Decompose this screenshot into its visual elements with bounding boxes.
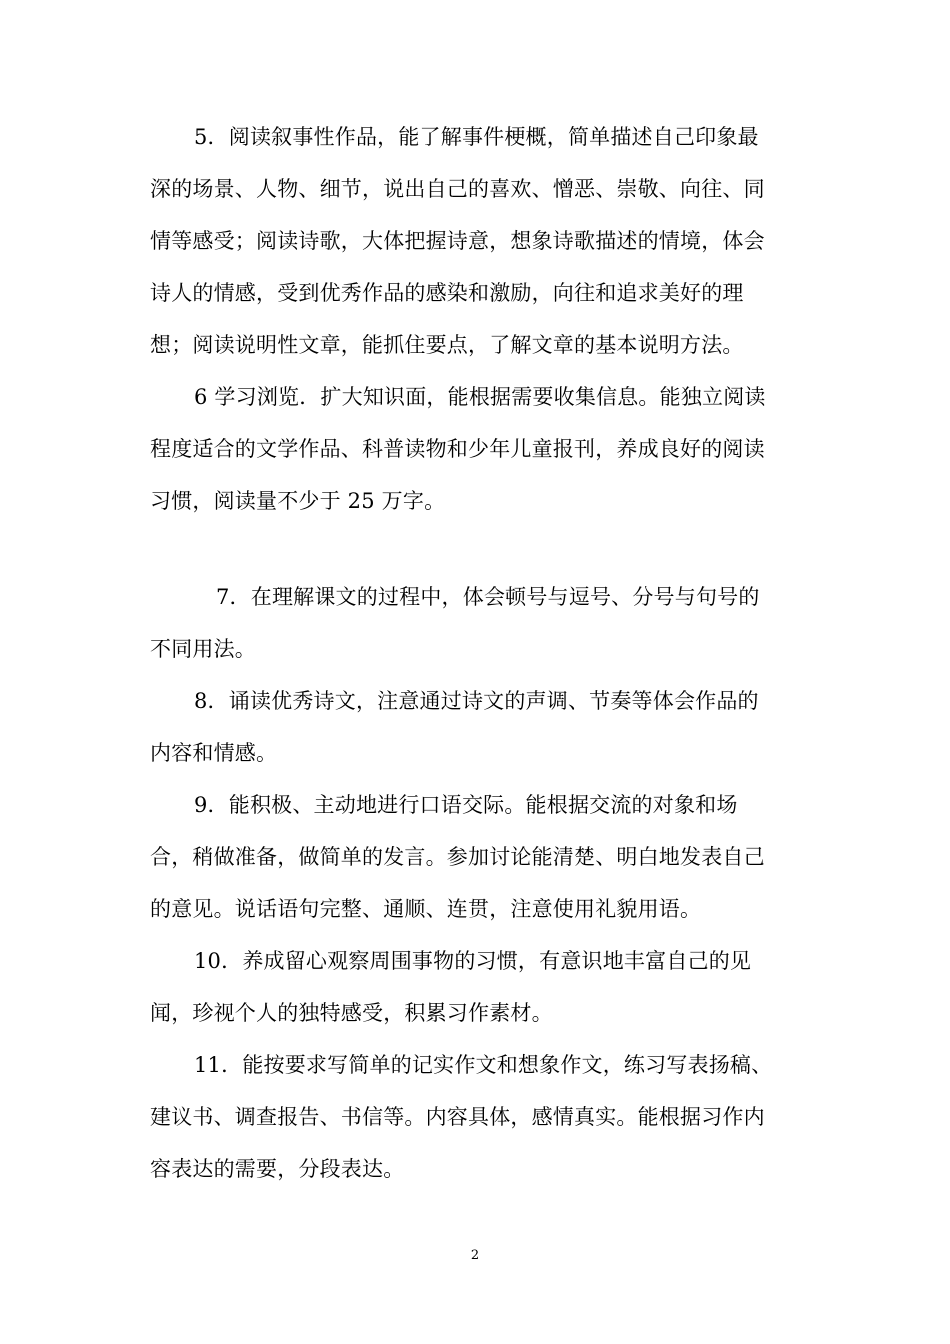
text-line: 程度适合的文学作品、科普读物和少年儿童报刊，养成良好的阅读 bbox=[150, 437, 765, 461]
text-line: 诗人的情感，受到优秀作品的感染和激励，向往和追求美好的理 bbox=[150, 281, 744, 305]
text-line: 合，稍做准备，做简单的发言。参加讨论能清楚、明白地发表自己 bbox=[150, 845, 765, 869]
text-line: 7．在理解课文的过程中，体会顿号与逗号、分号与句号的 bbox=[216, 585, 760, 609]
text-line: 想；阅读说明性文章，能抓住要点，了解文章的基本说明方法。 bbox=[150, 333, 744, 357]
text-line: 习惯，阅读量不少于 25 万字。 bbox=[150, 489, 446, 513]
text-line: 闻，珍视个人的独特感受，积累习作素材。 bbox=[150, 1001, 553, 1025]
text-line: 的意见。说话语句完整、通顺、连贯，注意使用礼貌用语。 bbox=[150, 897, 702, 921]
text-line: 不同用法。 bbox=[150, 637, 256, 661]
text-line: 6 学习浏览．扩大知识面，能根据需要收集信息。能独立阅读 bbox=[194, 385, 766, 409]
text-line: 8．诵读优秀诗文，注意通过诗文的声调、节奏等体会作品的 bbox=[194, 689, 759, 713]
text-line: 深的场景、人物、细节，说出自己的喜欢、憎恶、崇敬、向往、同 bbox=[150, 177, 765, 201]
text-line: 10．养成留心观察周围事物的习惯，有意识地丰富自己的见 bbox=[194, 949, 752, 973]
page-number: 2 bbox=[470, 1248, 480, 1263]
text-line: 9．能积极、主动地进行口语交际。能根据交流的对象和场 bbox=[194, 793, 738, 817]
text-line: 内容和情感。 bbox=[150, 741, 278, 765]
text-line: 11．能按要求写简单的记实作文和想象作文，练习写表扬稿、 bbox=[194, 1053, 773, 1077]
text-line: 建议书、调查报告、书信等。内容具体，感情真实。能根据习作内 bbox=[150, 1105, 765, 1129]
text-line: 情等感受；阅读诗歌，大体把握诗意，想象诗歌描述的情境，体会 bbox=[150, 229, 765, 253]
text-line: 5．阅读叙事性作品，能了解事件梗概，简单描述自己印象最 bbox=[194, 125, 759, 149]
text-line: 容表达的需要，分段表达。 bbox=[150, 1157, 405, 1181]
